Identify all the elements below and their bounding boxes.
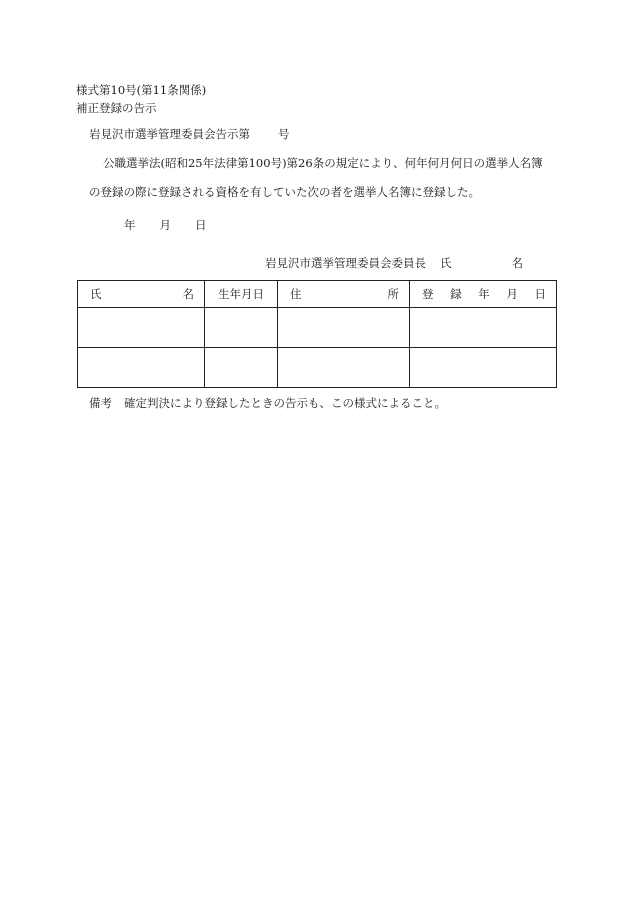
header-name-left: 氏 xyxy=(90,287,102,301)
date-line xyxy=(124,218,207,232)
signer-organization: 岩見沢市選挙管理委員会委員長 xyxy=(265,256,426,270)
remarks-label: 備考 xyxy=(89,396,112,410)
body-text-line-1: 公職選挙法(昭和25年法律第100号)第26条の規定により、何年何月何日の選挙人名簿 xyxy=(103,156,543,170)
header-reg-part: 録 xyxy=(450,287,462,301)
notice-number-line xyxy=(89,127,290,141)
header-reg-part: 日 xyxy=(534,287,546,301)
body-text-line-2: の登録の際に登録される資格を有していた次の者を選挙人名簿に登録した。 xyxy=(89,185,480,199)
form-number: 様式第10号(第11条関係) xyxy=(76,83,207,97)
date-year: 年 xyxy=(124,218,136,232)
remarks-line xyxy=(89,396,446,410)
header-reg-part: 登 xyxy=(422,287,434,301)
header-address-right: 所 xyxy=(387,287,399,301)
cell-address xyxy=(278,308,410,348)
header-name-right: 名 xyxy=(182,287,194,301)
header-address xyxy=(278,281,410,308)
header-name xyxy=(78,281,205,308)
table-row xyxy=(78,308,557,348)
header-birth-label: 生年月日 xyxy=(218,287,264,301)
notice-number-suffix: 号 xyxy=(278,127,290,141)
registration-table xyxy=(77,280,557,388)
date-day: 日 xyxy=(195,218,207,232)
cell-name xyxy=(78,308,205,348)
remarks-text: 確定判決により登録したときの告示も、この様式によること。 xyxy=(124,396,446,410)
header-registration-date xyxy=(410,281,557,308)
table-header-row xyxy=(78,281,557,308)
signer-shi: 氏 xyxy=(440,256,452,270)
header-birth xyxy=(205,281,278,308)
cell-birth xyxy=(205,308,278,348)
cell-birth xyxy=(205,348,278,388)
cell-registration-date xyxy=(410,308,557,348)
table-row xyxy=(78,348,557,388)
cell-name xyxy=(78,348,205,388)
document-title: 補正登録の告示 xyxy=(76,101,157,115)
cell-address xyxy=(278,348,410,388)
header-address-left: 住 xyxy=(290,287,302,301)
notice-number-prefix: 岩見沢市選挙管理委員会告示第 xyxy=(89,127,250,141)
signer-line xyxy=(265,256,523,270)
header-reg-part: 年 xyxy=(478,287,490,301)
signer-mei: 名 xyxy=(511,256,523,270)
date-month: 月 xyxy=(159,218,171,232)
cell-registration-date xyxy=(410,348,557,388)
header-reg-part: 月 xyxy=(506,287,518,301)
